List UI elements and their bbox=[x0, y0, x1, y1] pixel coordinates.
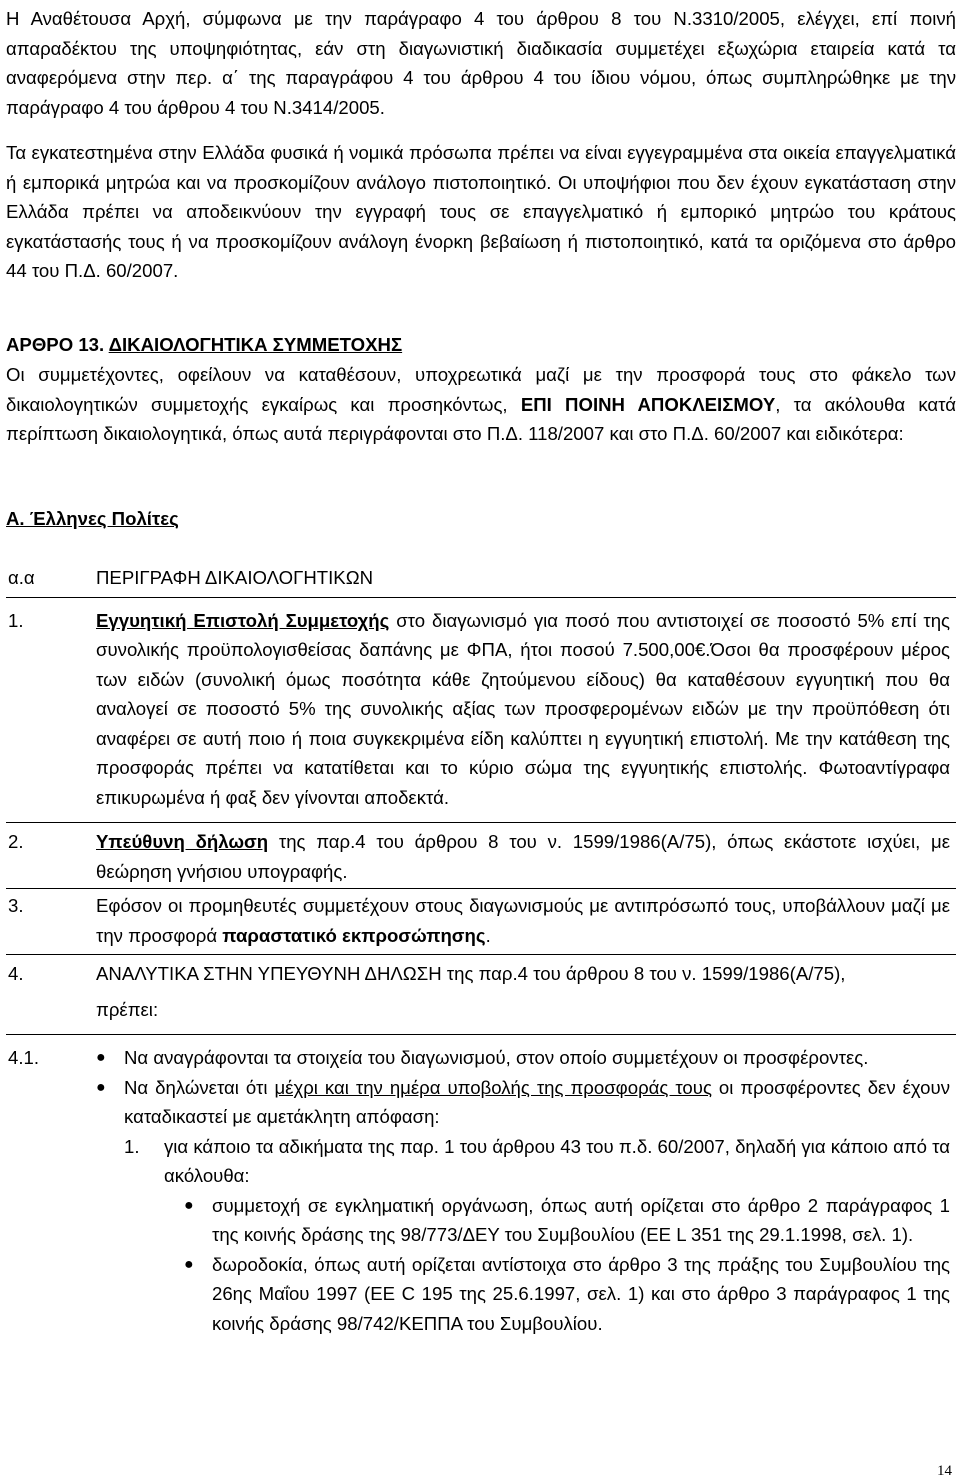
intro-paragraph: Η Αναθέτουσα Αρχή, σύμφωνα με την παράγραφο 4 του άρθρου 8 του Ν.3310/2005, ελέγχει, επί ποινή απαραδέκτου της υποψηφιότητας, εάν στη διαγωνιστική διαδικασία συμμετέχει εξωχώρια εταιρεία κατά τα αναφερόμενα στην περ. α΄ της παραγράφου 4 του άρθρου 4 του ίδιου νόμου, όπως συμπληρώθηκε με την παράγραφο 4 του άρθρου 4 του Ν.3414/2005. bbox=[6, 8, 956, 118]
list-item bbox=[96, 1073, 950, 1132]
registration-paragraph: Τα εγκατεστημένα στην Ελλάδα φυσικά ή νομικά πρόσωπα πρέπει να είναι εγγεγραμμένα στα οικεία επαγγελματικά ή εμπορικά μητρώα και να προσκομίζουν ανάλογο πιστοποιητικό. Οι υποψήφιοι που δεν έχουν εγκατάσταση στην Ελλάδα πρέπει να αποδεικνύουν την εγγραφή τους σε επαγγελματικό ή εμπορικό μητρώο του κράτους εγκατάστασής τους ή να προσκομίζουν ανάλογη ένορκη βεβαίωση ή πιστοποιητικό, κατά τα οριζόμενα στο άρθρο 44 του Π.Δ. 60/2007. bbox=[6, 142, 956, 281]
row3-text bbox=[92, 889, 956, 955]
row4-num: 4. bbox=[6, 955, 92, 1035]
sub-bullet1-text: συμμετοχή σε εγκληματική οργάνωση, όπως αυτή ορίζεται στο άρθρο 2 παράγραφος 1 της κοινής δράσης της 98/773/ΔΕΥ του Συμβουλίου (ΕΕ L 351 της 29.1.1998, σελ. 1). bbox=[212, 1194, 950, 1245]
table-row bbox=[6, 597, 956, 823]
row41-content bbox=[92, 1035, 956, 1339]
section-heading: Α. Έλληνες Πολίτες bbox=[6, 508, 179, 529]
article-body bbox=[6, 360, 956, 449]
sub1-text: για κάποιο τα αδικήματα της παρ. 1 του άρθρου 43 του π.δ. 60/2007, δηλαδή για κάποιο από τα ακόλουθα: bbox=[164, 1135, 951, 1186]
article-body-part2: , τα ακόλουθα κατά περίπτωση δικαιολογητικά, όπως αυτά περιγράφονται στο Π.Δ. 118/2007 και στο Π.Δ. 60/2007 και ειδικότερα: bbox=[6, 393, 956, 444]
list-item bbox=[96, 1043, 950, 1073]
row4-body: της παρ.4 του άρθρου 8 του ν. 1599/1986(Α/75), bbox=[441, 963, 846, 984]
bullet1-text: Να αναγράφονται τα στοιχεία του διαγωνισμού, στον οποίο συμμετέχουν οι προσφέροντες. bbox=[124, 1047, 869, 1068]
row41-num: 4.1. bbox=[8, 1047, 40, 1068]
row1-num: 1. bbox=[6, 597, 92, 823]
row2-body: της παρ.4 του άρθρου 8 του ν. 1599/1986(Α/75), όπως εκάστοτε ισχύει, με θεώρηση γνήσιου υπογραφής. bbox=[96, 831, 950, 882]
row3-end: . bbox=[485, 924, 491, 946]
sub1-num: 1. bbox=[124, 1135, 140, 1157]
row3-body: Εφόσον οι προμηθευτές συμμετέχουν στους διαγωνισμούς με αντιπρόσωπό τους, υποβάλλουν μαζί με την προσφορά bbox=[96, 895, 950, 946]
bullet-icon: ● bbox=[96, 1049, 106, 1066]
bullet-icon: ● bbox=[184, 1196, 194, 1214]
table-row bbox=[6, 823, 956, 889]
list-item bbox=[96, 1191, 950, 1250]
bullet2-pre: Να δηλώνεται ότι bbox=[124, 1076, 275, 1098]
bullet2-text bbox=[124, 1073, 950, 1132]
row2-bold: Υπεύθυνη δήλωση bbox=[96, 831, 269, 852]
row4-upper: ΑΝΑΛΥΤΙΚΑ ΣΤΗΝ ΥΠΕΥΘΥΝΗ ΔΗΛΩΣΗ bbox=[96, 963, 442, 984]
article-heading bbox=[6, 330, 402, 360]
bullet-icon: ● bbox=[184, 1255, 194, 1273]
row1-text bbox=[92, 597, 956, 823]
row1-bold: Εγγυητική Επιστολή Συμμετοχής bbox=[96, 609, 390, 631]
table-header-row bbox=[6, 553, 956, 597]
row2-text bbox=[92, 823, 956, 889]
table-row bbox=[6, 889, 956, 955]
sub-bullet2-text: δωροδοκία, όπως αυτή ορίζεται αντίστοιχα στο άρθρο 3 της πράξης του Συμβουλίου της 26ης Μαΐου 1997 (ΕΕ C 195 της 25.6.1997, σελ. 1) και στο άρθρο 3 παράγραφος 1 της κοινής δράσης 98/742/ΚΕΠΠΑ του Συμβουλίου. bbox=[212, 1253, 950, 1334]
bullet2-underlined: μέχρι και την ημέρα υποβολής της προσφοράς τους bbox=[274, 1076, 712, 1098]
table-row bbox=[6, 955, 956, 1035]
header-desc: ΠΕΡΙΓΡΑΦΗ ΔΙΚΑΙΟΛΟΓΗΤΙΚΩΝ bbox=[92, 553, 956, 597]
article-body-part1: Οι συμμετέχοντες, οφείλουν να καταθέσουν, υποχρεωτικά μαζί με την προσφορά τους στο φάκελο των δικαιολογητικών συμμετοχής εγκαίρως και προσηκόντως, bbox=[6, 364, 956, 415]
row3-bold: παραστατικό εκπροσώπησης bbox=[222, 924, 486, 946]
row4-line2: πρέπει: bbox=[96, 998, 159, 1020]
bullet-icon: ● bbox=[96, 1078, 106, 1096]
header-num: α.α bbox=[6, 553, 92, 597]
requirements-table bbox=[6, 553, 956, 1338]
article-body-emphasis: ΕΠΙ ΠΟΙΝΗ ΑΠΟΚΛΕΙΣΜΟΥ bbox=[520, 393, 776, 415]
article-title: ΔΙΚΑΙΟΛΟΓΗΤΙΚΑ ΣΥΜΜΕΤΟΧΗΣ bbox=[108, 334, 403, 355]
row2-num: 2. bbox=[6, 823, 92, 889]
list-item bbox=[96, 1132, 950, 1191]
row3-num: 3. bbox=[6, 889, 92, 955]
table-row bbox=[6, 1035, 956, 1339]
article-prefix: ΑΡΘΡΟ 13. bbox=[6, 334, 105, 355]
bullet2-post: οι προσφέροντες δεν έχουν καταδικαστεί με αμετάκλητη απόφαση: bbox=[124, 1076, 950, 1127]
row1-body: στο διαγωνισμό για ποσό που αντιστοιχεί σε ποσοστό 5% επί της συνολικής προϋπολογισθείσας δαπάνης με ΦΠΑ, ήτοι ποσού 7.500,00€.Όσοι θα προσφέρουν μέρος των ειδών (συνολική όμως ποσότητα κάθε ζητούμενου είδους) θα καταθέσουν εγγυητική που θα αναλογεί σε ποσοστό 5% της συνολικής αξίας των προσφερομένων ειδών με την προϋπόθεση ότι αναφέρει σε αυτή ποιο ή ποια συγκεκριμένα είδη καλύπτει η εγγυητική επιστολή. Με την κατάθεση της προσφοράς πρέπει να κατατίθεται και το κύριο σώμα της εγγυητικής επιστολής. Φωτοαντίγραφα επικυρωμένα ή φαξ δεν γίνονται αποδεκτά. bbox=[96, 609, 950, 808]
list-item bbox=[96, 1250, 950, 1339]
page-number: 14 bbox=[937, 1463, 952, 1479]
row4-text bbox=[92, 955, 956, 1035]
